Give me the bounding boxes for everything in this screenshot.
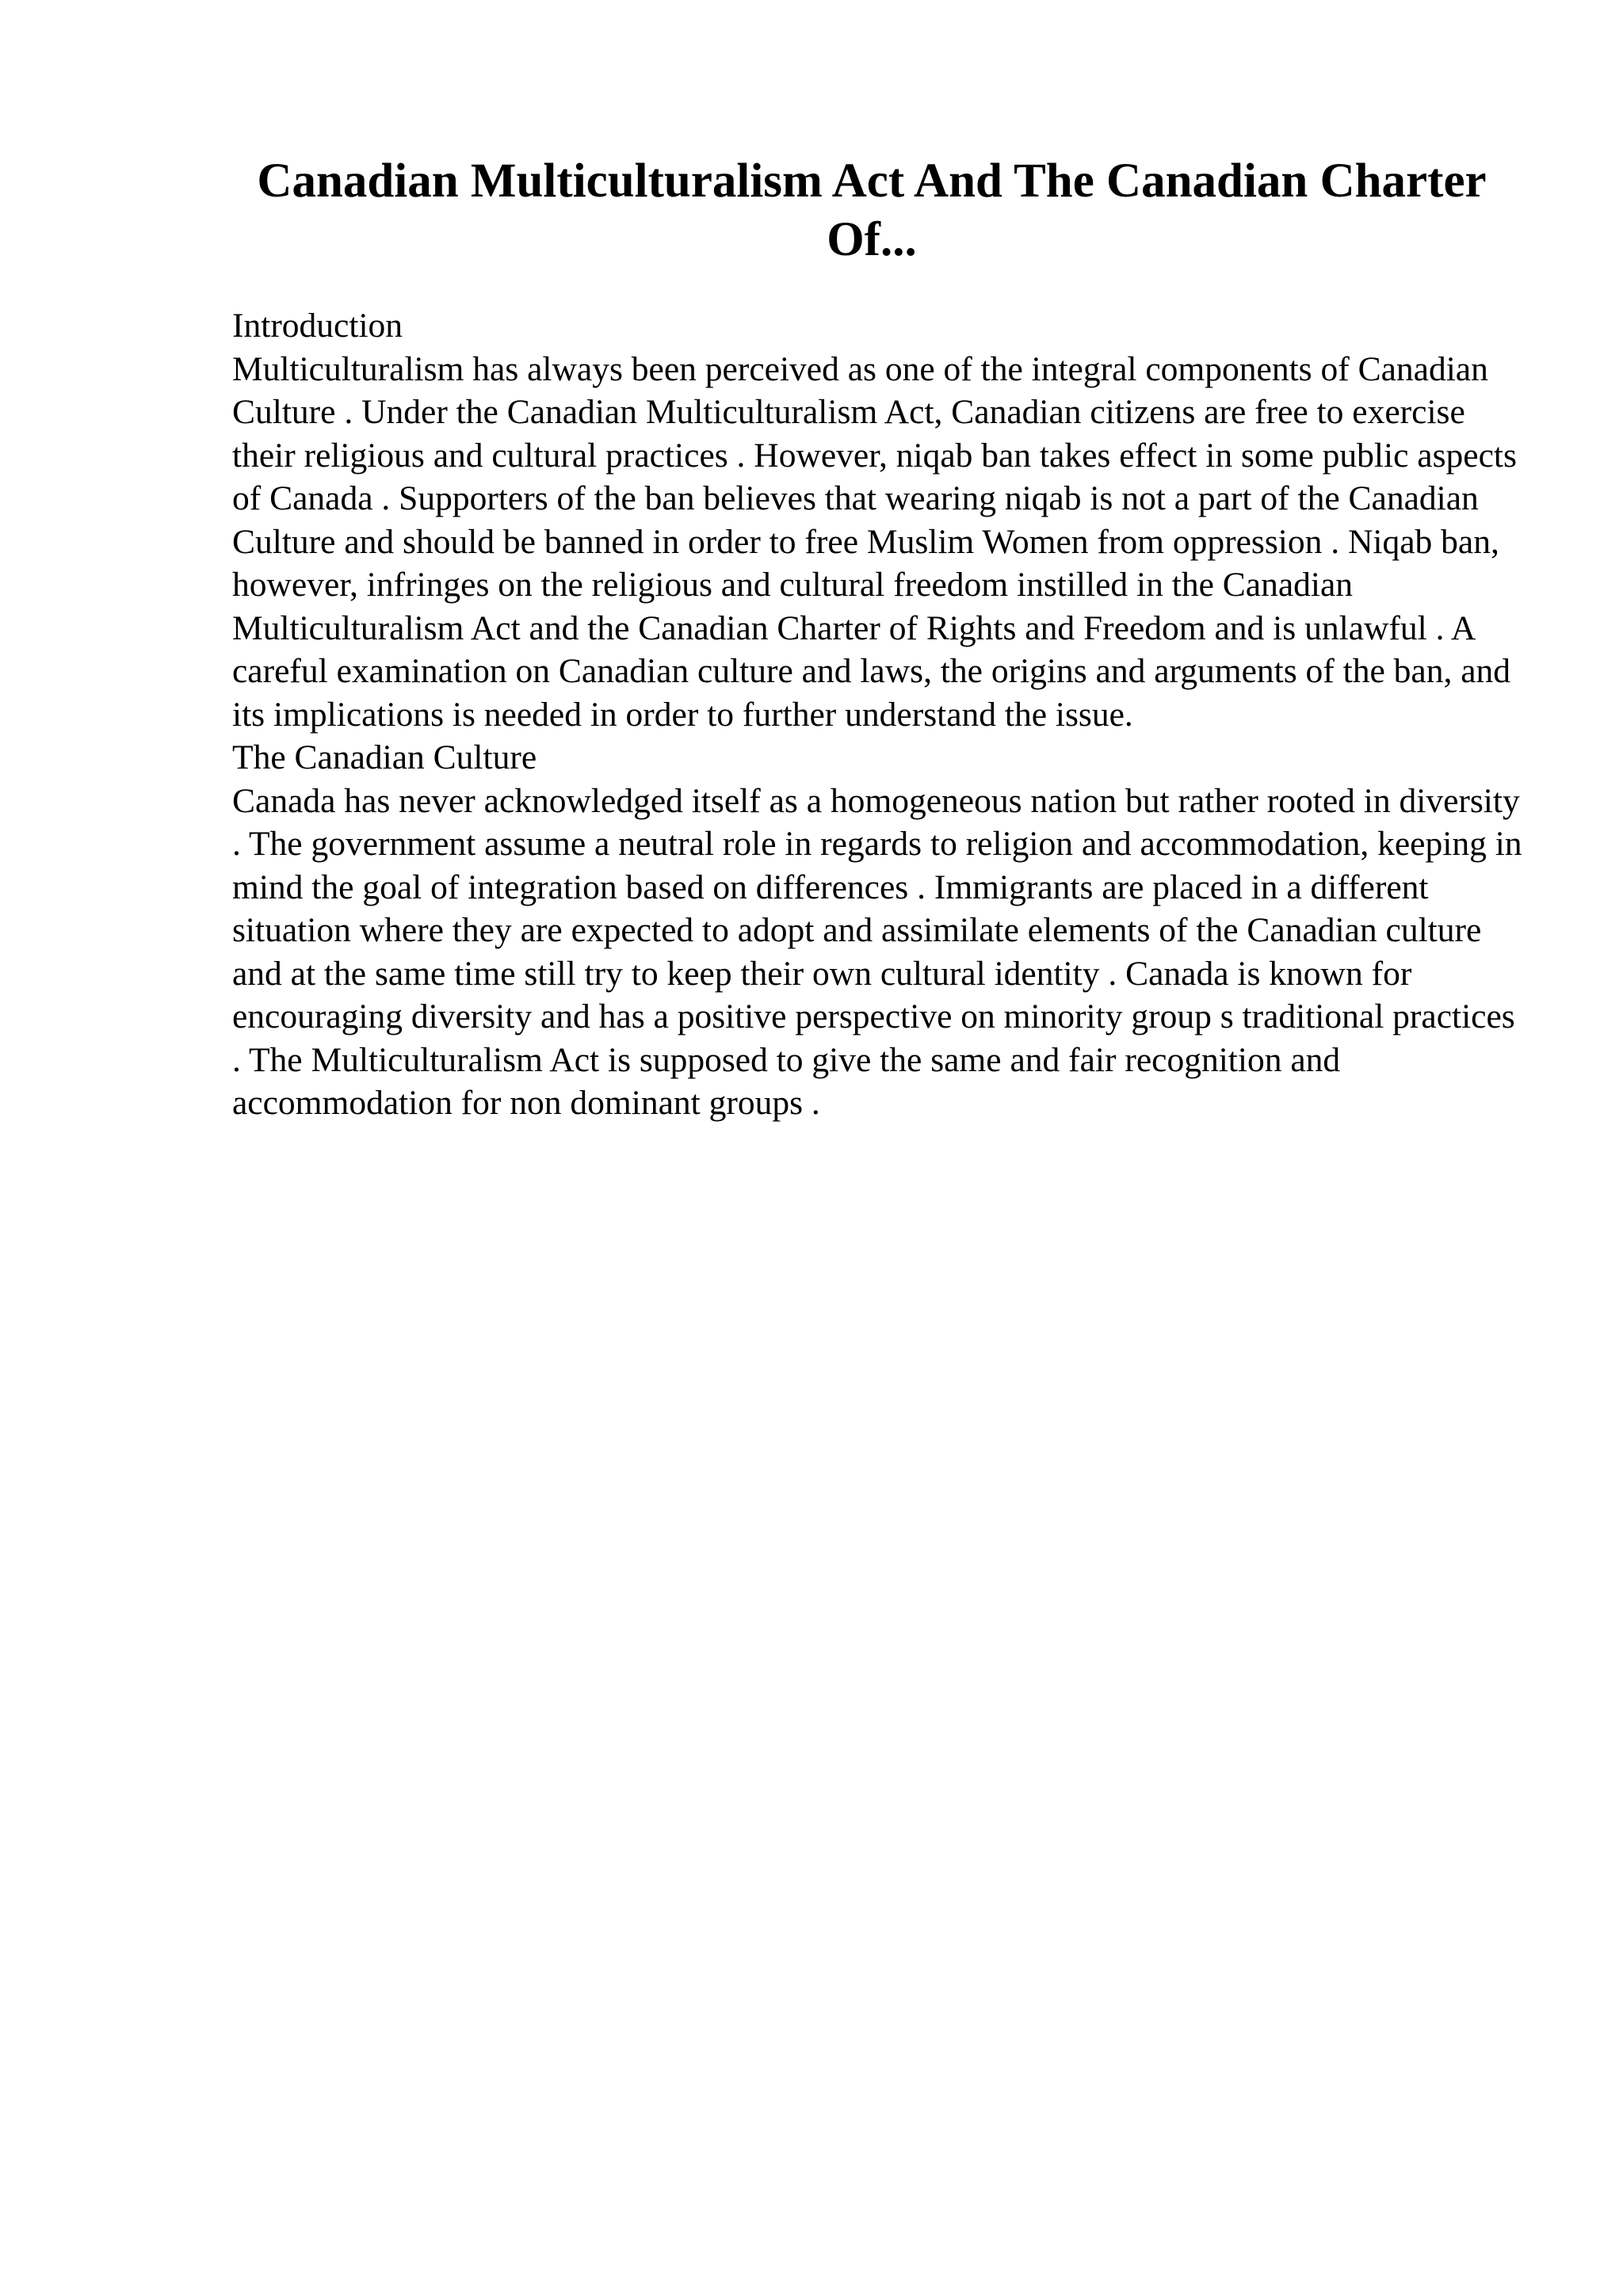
section-paragraph-introduction: Multiculturalism has always been perceived as one of the integral components of Canadian Culture . Under the Canadian Multiculturalism Act, Canadian citizens are free to exercise their religious and cultural practices . However, niqab ban takes effect in some public aspects of Canada . Supporters of the ban believes that wearing niqab is not a part of the Canadian Culture and should be banned in order to free Muslim Women from oppression . Niqab ban, however, infringes on the religious and cultural freedom instilled in the Canadian Multiculturalism Act and the Canadian Charter of Rights and Freedom and is unlawful . A careful examination on Canadian culture and laws, the origins and arguments of the ban, and its implications is needed in order to further understand the issue. [232, 349, 1517, 734]
section-paragraph-canadian-culture: Canada has never acknowledged itself as a homogeneous nation but rather rooted in diversity . The government assume a neutral role in regards to religion and accommodation, keeping in mind the goal of integration based on differences . Immigrants are placed in a different situation where they are expected to adopt and assimilate elements of the Canadian culture and at the same time still try to keep their own cultural identity . Canada is known for encouraging diversity and has a positive perspective on minority group s traditional practices . The Multiculturalism Act is supposed to give the same and fair recognition and accommodation for non dominant groups . [232, 781, 1522, 1122]
section-heading-introduction: Introduction [232, 307, 403, 345]
document-body [232, 304, 1532, 1125]
section-heading-canadian-culture: The Canadian Culture [232, 738, 537, 776]
document-title: Canadian Multiculturalism Act And The Canadian Charter Of... [257, 154, 1487, 266]
